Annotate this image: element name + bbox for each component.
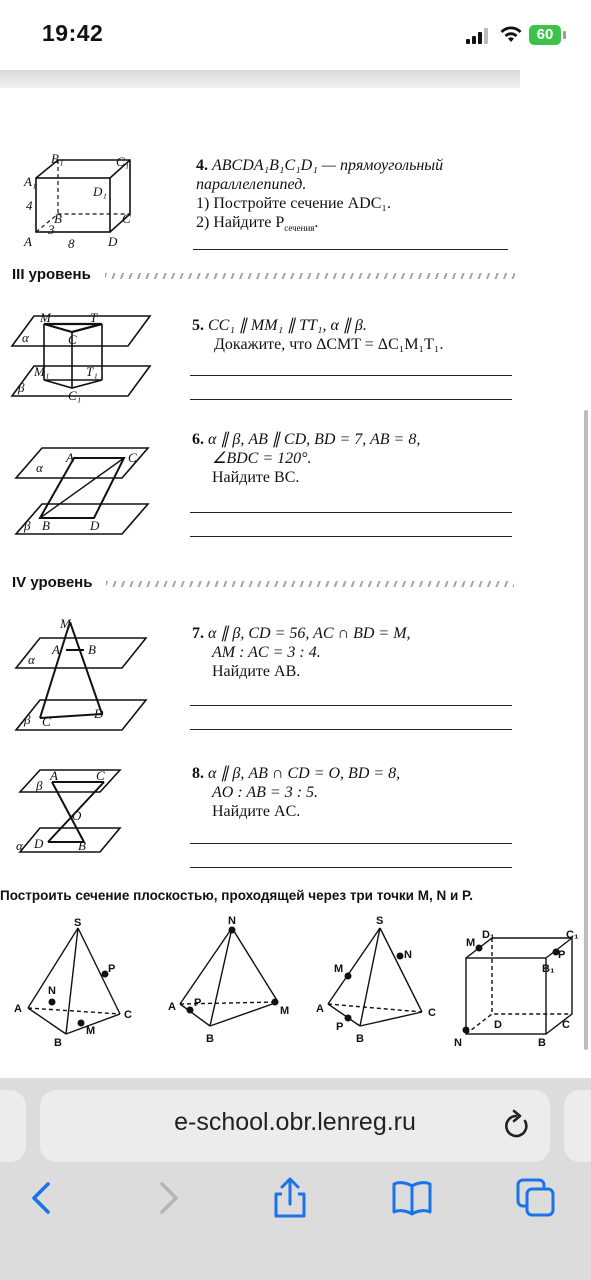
cube-label-b1: B₁ [542,963,555,975]
label-a: A [24,234,32,249]
answer-line-8b [190,867,512,868]
answer-line-6a [190,512,512,513]
label-b1: B₁ [51,151,64,166]
cube-label-b: B [538,1037,546,1049]
task-8-line-1: α ∥ β, AB ∩ CD = O, BD = 8, [208,765,401,782]
pyr3-label-n: N [404,949,412,961]
task-8-line-3: Найдите AC. [212,803,301,820]
answer-line-7b [190,729,512,730]
answer-line-5a [190,375,512,376]
task-8: 8. α ∥ β, AB ∩ CD = O, BD = 8, AO : AB = 3 : 5. Найдите AC. [192,765,401,820]
pyr3-label-c: C [428,1007,436,1019]
share-icon[interactable] [268,1176,312,1220]
answer-line-4 [193,249,508,250]
task-6-line-3: Найдите BC. [212,469,300,486]
figure-cube [452,926,588,1050]
task-7-line-3: Найдите AB. [212,663,301,680]
task-4-text: ABCDA₁B₁C₁D₁ — прямоугольный параллелепипед. [196,157,444,193]
figure-task-8 [10,764,150,864]
label-height: 4 [26,198,33,213]
fig5-label-m1: M₁ [34,364,50,379]
pyr3-label-a: A [316,1003,324,1015]
figure-pyramid-2 [160,912,300,1047]
label-d: D [108,234,118,249]
task-5-line-2: Докажите, что ΔCMT = ΔC₁M₁T₁. [214,336,444,353]
fig6-label-c: C [128,450,137,465]
figure-parallelepiped [20,150,150,250]
pyr2-label-m: M [280,1005,290,1017]
fig7-label-beta: β [24,712,31,727]
label-width: 3 [48,222,55,237]
label-length: 8 [68,236,75,250]
fig7-label-a: A [52,642,60,657]
wifi-icon [499,24,523,44]
task-4-subscript: сечения [284,223,315,234]
label-c1: C₁ [116,154,130,169]
cube-label-d: D [494,1019,502,1031]
pyr2-label-a: A [168,1001,176,1013]
task-5-line-1: CC₁ ∥ MM₁ ∥ TT₁, α ∥ β. [208,317,367,334]
task-6: 6. α ∥ β, AB ∥ CD, BD = 7, AB = 8, ∠BDC = 120°. Найдите BC. [192,431,421,486]
pyr1-label-a: A [14,1003,22,1015]
task-5: 5. CC₁ ∥ MM₁ ∥ TT₁, α ∥ β. Докажите, что ΔCMT = ΔC₁M₁T₁. [192,317,444,353]
fig6-label-d: D [90,518,100,533]
fig7-label-d: D [94,706,104,721]
label-a1: A₁ [24,174,37,189]
page-scrollbar[interactable] [584,410,588,1050]
tabs-icon[interactable] [514,1176,558,1220]
address-bar-url[interactable]: e-school.obr.lenreg.ru [174,1108,416,1136]
pyr2-label-n: N [228,915,236,927]
task-4-item-1: 1) Постройте сечение ADC₁. [196,195,391,212]
level-3-heading: III уровень [12,266,91,283]
battery-icon: 60 [529,25,561,45]
fig6-label-beta: β [24,518,31,533]
pyr1-label-n: N [48,985,56,997]
fig8-label-beta: β [36,778,43,793]
back-icon[interactable] [20,1176,64,1220]
previous-tab-preview[interactable] [0,1090,26,1162]
cube-label-d1: D₁ [482,929,495,941]
level-4-heading: IV уровень [12,574,93,591]
fig7-label-c: C [42,714,51,729]
figure-task-5 [10,310,160,410]
reload-icon[interactable] [500,1108,532,1142]
fig8-label-alpha: α [16,838,23,853]
answer-line-7a [190,705,512,706]
task-7: 7. α ∥ β, CD = 56, AC ∩ BD = M, AM : AC = 3 : 4. Найдите AB. [192,625,411,680]
pyr3-label-s: S [376,915,384,927]
fig5-label-alpha: α [22,330,29,345]
answer-line-6b [190,536,512,537]
battery-tip [563,31,566,39]
fig5-label-c: C [68,332,77,347]
label-d1: D₁ [93,184,107,199]
cube-label-p: P [558,949,566,961]
pyr3-label-m: M [334,963,344,975]
fig8-label-b: B [78,838,86,853]
fig7-label-b: B [88,642,96,657]
figure-task-7 [10,614,150,734]
task-6-line-2: ∠BDC = 120°. [212,450,312,467]
fig5-label-c1: C₁ [68,388,82,403]
fig8-label-a: A [50,768,58,783]
pyr1-label-m: M [86,1025,96,1037]
fig5-label-m: M [40,310,51,325]
cellular-signal-icon [466,28,492,44]
task-6-line-1: α ∥ β, AB ∥ CD, BD = 7, AB = 8, [208,431,421,448]
cube-label-n: N [454,1037,462,1049]
label-c: C [122,211,131,226]
bookmarks-icon[interactable] [390,1176,434,1220]
task-8-line-2: AO : AB = 3 : 5. [212,784,319,801]
level-4-decoration [106,581,514,587]
cube-label-c: C [562,1019,570,1031]
next-tab-preview[interactable] [564,1090,591,1162]
page-top-shadow [0,70,520,88]
cube-label-c1: C₁ [566,929,579,941]
fig7-label-alpha: α [28,652,35,667]
pyr1-label-c: C [124,1009,132,1021]
pyr3-label-p: P [336,1021,344,1033]
status-time: 19:42 [42,20,104,46]
fig6-label-a: A [66,450,74,465]
fig6-label-alpha: α [36,460,43,475]
fig5-label-t1: T₁ [86,364,98,379]
forward-icon[interactable] [146,1176,190,1220]
pyr2-label-p: P [194,997,202,1009]
fig6-label-b: B [42,518,50,533]
figure-task-6 [12,442,152,538]
pyr1-label-s: S [74,917,82,929]
figure-pyramid-1 [8,914,148,1049]
fig8-label-o: O [72,808,82,823]
fig8-label-d: D [34,836,44,851]
answer-line-5b [190,399,512,400]
label-b: B [54,211,62,226]
figure-pyramid-3 [310,912,450,1047]
task-4: 4. ABCDA₁B₁C₁D₁ — прямоугольный параллелепипед. 1) Постройте сечение ADC₁. 2) Найдите $P_{сечения}$. [196,157,444,234]
level-3-decoration [105,273,515,279]
section-heading: Построить сечение плоскостью, проходящей через три точки M, N и P. [0,888,474,903]
fig7-label-m: M [60,616,71,631]
fig5-label-t: T [90,310,98,325]
answer-line-8a [190,843,512,844]
fig8-label-c: C [96,768,105,783]
status-bar [0,0,591,70]
pyr1-label-p: P [108,963,116,975]
task-7-line-2: AM : AC = 3 : 4. [212,644,321,661]
fig5-label-beta: β [18,380,25,395]
pyr1-label-b: B [54,1037,62,1049]
task-4-item-2: 2) Найдите P [196,214,285,231]
task-7-line-1: α ∥ β, CD = 56, AC ∩ BD = M, [208,625,411,642]
cube-label-m: M [466,937,476,949]
pyr3-label-b: B [356,1033,364,1045]
pyr2-label-b: B [206,1033,214,1045]
